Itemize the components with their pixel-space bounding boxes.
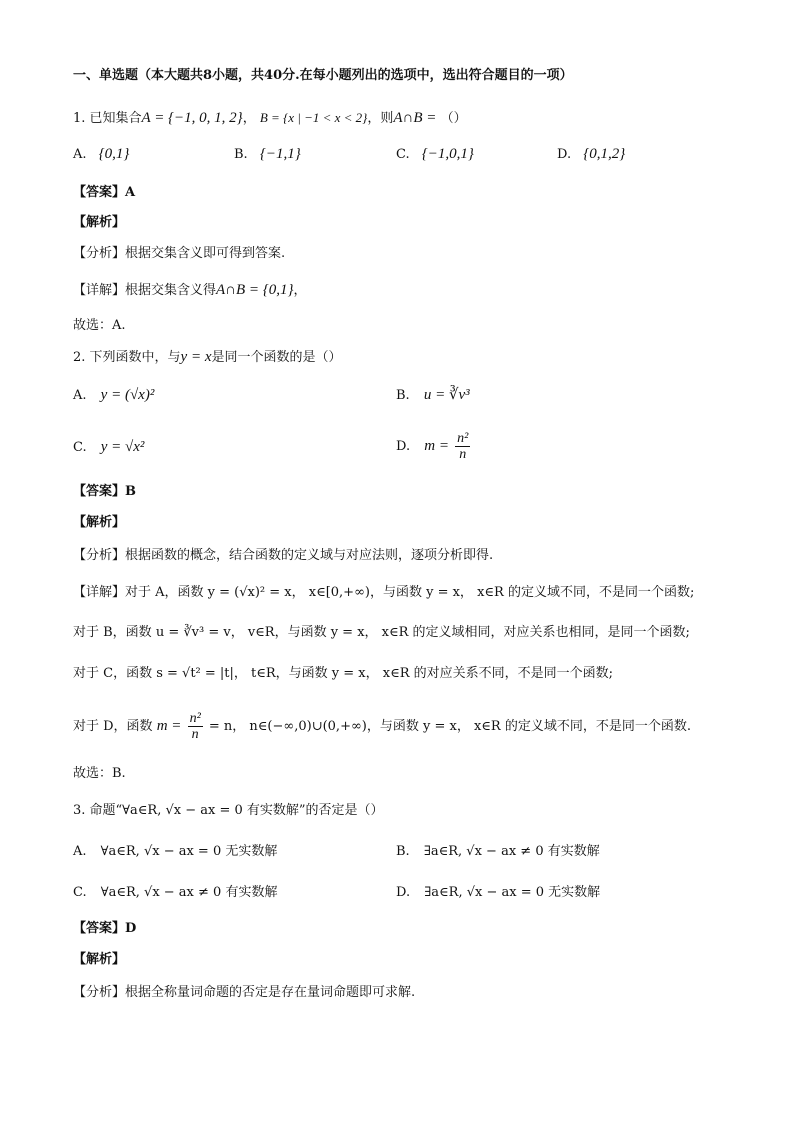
- q1-option-c: [396, 143, 474, 166]
- q2-option-d: [396, 426, 472, 467]
- option-letter: A.: [73, 147, 87, 162]
- option-expr: y = √x²: [100, 439, 145, 455]
- option-expr: {0,1,2}: [583, 146, 626, 162]
- option-expr: ∀a∈R, √x − ax ≠ 0 有实数解: [100, 885, 278, 900]
- question-3-stem: 3. 命题“∀a∈R, √x − ax = 0 有实数解”的否定是（）: [73, 803, 384, 818]
- fraction-numerator: n²: [457, 431, 469, 446]
- q2-option-c: [73, 436, 144, 459]
- q3-answer: 【答案】D: [73, 921, 137, 936]
- q1-option-a: [73, 143, 129, 166]
- q2-detail-a: 【详解】对于 A，函数 y = (√x)² = x， x∈[0,+∞)，与函数 y = x， x∈R 的定义域不同，不是同一个函数;: [73, 585, 695, 600]
- fraction-denominator: n: [459, 447, 467, 462]
- option-letter: B.: [396, 844, 410, 859]
- option-expr: y = (√x)²: [100, 387, 155, 403]
- question-2-stem: [73, 347, 342, 368]
- q1-intersect: A∩B =: [393, 110, 437, 126]
- option-expr: ∃a∈R, √x − ax = 0 无实数解: [424, 885, 601, 900]
- q2-stem-expr: y = x: [180, 349, 212, 365]
- fraction-denominator: n: [191, 727, 199, 742]
- q1-answer: 【答案】A: [73, 185, 136, 200]
- option-expr: {−1,1}: [259, 146, 301, 162]
- fraction-numerator: n²: [189, 711, 201, 726]
- q2-option-a: [73, 384, 154, 407]
- q1-xiangjie-prefix: 【详解】根据交集含义得: [73, 283, 217, 298]
- option-letter: C.: [396, 147, 410, 162]
- q2-detail-d: [73, 706, 691, 747]
- q2-choice: 故选：B.: [73, 766, 126, 781]
- q2-detail-c: 对于 C，函数 s = √t² = |t|， t∈R，与函数 y = x， x∈R 的对应关系不同，不是同一个函数;: [73, 666, 614, 681]
- q2-option-b: [396, 384, 470, 407]
- q1-choice: 故选：A.: [73, 318, 126, 333]
- q2-analysis-title: 【解析】: [73, 515, 126, 530]
- option-expr-lhs: m =: [424, 438, 449, 454]
- q1-set-b: B = {x | −1 < x < 2}: [259, 110, 368, 125]
- q1-stem-suffix: ，则: [367, 111, 394, 126]
- q3-fenxi: 【分析】根据全称量词命题的否定是存在量词命题即可求解.: [73, 985, 416, 1000]
- q2-stem-prefix: 2. 下列函数中，与: [73, 350, 181, 365]
- q2-detail-d-prefix: 对于 D，函数: [73, 719, 153, 734]
- q2-stem-suffix: 是同一个函数的是（）: [211, 350, 342, 365]
- option-expr: ∃a∈R, √x − ax ≠ 0 有实数解: [423, 844, 600, 859]
- option-letter: C.: [73, 440, 87, 455]
- q1-stem-prefix: 1. 已知集合: [73, 111, 142, 126]
- option-expr: {−1,0,1}: [421, 146, 474, 162]
- q1-paren: （）: [440, 111, 467, 126]
- question-1-stem: 1. 已知集合A = {−1, 0, 1, 2}， B = {x | −1 < x < 2}，则A∩B = （）: [73, 110, 467, 126]
- option-letter: B.: [396, 388, 410, 403]
- q1-analysis-title: 【解析】: [73, 215, 126, 230]
- option-expr: ∀a∈R, √x − ax = 0 无实数解: [100, 844, 278, 859]
- q2-answer: 【答案】B: [73, 484, 136, 499]
- q2-detail-b: 对于 B，函数 u = ∛v³ = v， v∈R，与函数 y = x， x∈R 的定义域相同，对应关系也相同，是同一个函数;: [73, 625, 690, 640]
- q2-detail-d-lhs: m =: [156, 718, 182, 734]
- q1-option-d: [557, 143, 625, 166]
- q1-set-a: A = {−1, 0, 1, 2}: [141, 110, 243, 126]
- q2-detail-d-suffix: = n， n∈(−∞,0)∪(0,+∞)，与函数 y = x， x∈R 的定义域不同，不是同一个函数.: [208, 719, 691, 734]
- q1-xiangjie: [73, 280, 307, 301]
- option-letter: C.: [73, 885, 87, 900]
- q1-xiangjie-expr: A∩B = {0,1}: [216, 282, 294, 298]
- option-letter: A.: [73, 844, 87, 859]
- option-letter: B.: [234, 147, 248, 162]
- option-letter: A.: [73, 388, 87, 403]
- q2-detail-d-fraction: [188, 711, 203, 742]
- q1-option-b: [234, 143, 301, 166]
- option-letter: D.: [396, 885, 411, 900]
- option-letter: D.: [396, 439, 411, 454]
- section-header: 一、单选题（本大题共8小题，共40分.在每小题列出的选项中，选出符合题目的一项）: [73, 68, 573, 83]
- q3-option-a: [73, 841, 277, 863]
- q2-fenxi: 【分析】根据函数的概念，结合函数的定义域与对应法则，逐项分析即得.: [73, 548, 494, 563]
- option-letter: D.: [557, 147, 572, 162]
- q2-d-fraction: [455, 431, 470, 462]
- q3-option-b: [396, 841, 600, 863]
- q3-analysis-title: 【解析】: [73, 952, 126, 967]
- option-expr: u = ∛v³: [423, 387, 470, 403]
- q1-fenxi: 【分析】根据交集含义即可得到答案.: [73, 246, 286, 261]
- q1-xiangjie-suffix: ，: [293, 283, 307, 298]
- option-expr: {0,1}: [98, 146, 130, 162]
- q3-option-d: [396, 882, 600, 904]
- q3-option-c: [73, 882, 277, 904]
